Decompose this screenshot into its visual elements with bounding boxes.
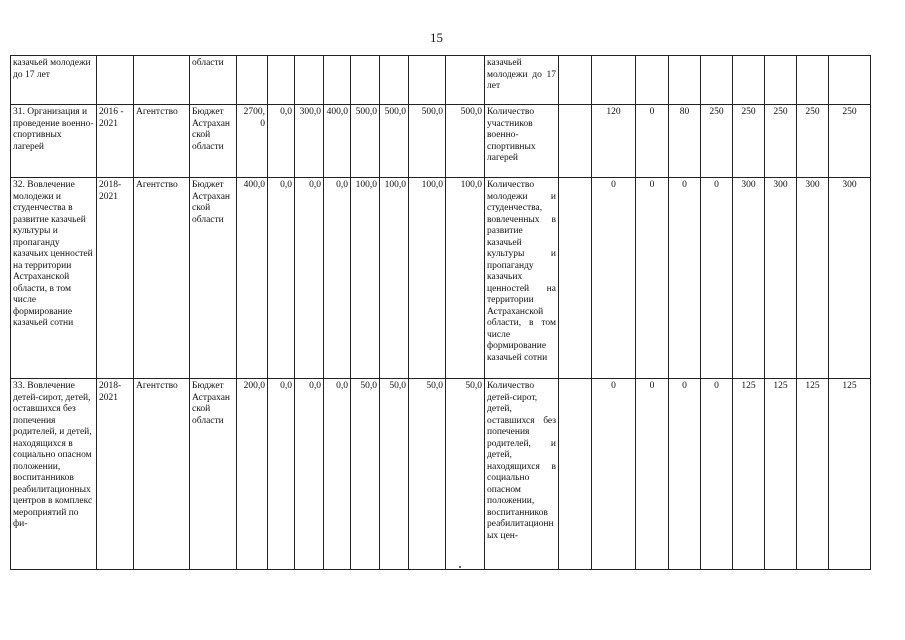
indicator-value-cell: 120 bbox=[592, 105, 636, 178]
indicator-value-cell: 125 bbox=[733, 379, 765, 570]
period-cell: 2016 - 2021 bbox=[97, 105, 134, 178]
finance-cell: 200,0 bbox=[237, 379, 268, 570]
finance-cell: 0,0 bbox=[324, 379, 351, 570]
table-row bbox=[11, 178, 871, 379]
indicator-value-cell: 0 bbox=[636, 379, 669, 570]
finance-cell: 0,0 bbox=[295, 178, 324, 379]
indicator-value-cell: 0 bbox=[636, 178, 669, 379]
indicator-value-cell: 0 bbox=[701, 178, 733, 379]
indicator-value-cell bbox=[669, 56, 701, 105]
indicator-value-cell: 250 bbox=[765, 105, 797, 178]
finance-cell: 100,0 bbox=[351, 178, 380, 379]
finance-cell: 50,0 bbox=[409, 379, 446, 570]
source-cell: Бюджет Астраханской области bbox=[190, 178, 237, 379]
finance-cell bbox=[446, 56, 485, 105]
indicator-value-cell bbox=[765, 56, 797, 105]
finance-cell: 500,0 bbox=[380, 105, 409, 178]
indicator-value-cell bbox=[797, 56, 829, 105]
indicator-value-cell bbox=[733, 56, 765, 105]
finance-cell: 0,0 bbox=[268, 379, 295, 570]
indicator-value-cell: 0 bbox=[592, 178, 636, 379]
executor-cell: Агентство bbox=[134, 178, 190, 379]
indicator-value-cell bbox=[592, 56, 636, 105]
finance-cell: 0,0 bbox=[295, 379, 324, 570]
unit-cell bbox=[559, 56, 592, 105]
indicator-value-cell: 125 bbox=[765, 379, 797, 570]
scan-dot bbox=[459, 566, 461, 568]
indicator-value-cell bbox=[636, 56, 669, 105]
indicator-value-cell: 250 bbox=[701, 105, 733, 178]
indicator-value-cell: 300 bbox=[829, 178, 871, 379]
indicator-cell: казачьей молодежи до 17 лет bbox=[485, 56, 559, 105]
unit-cell bbox=[559, 178, 592, 379]
finance-cell bbox=[380, 56, 409, 105]
finance-cell: 100,0 bbox=[409, 178, 446, 379]
period-cell bbox=[97, 56, 134, 105]
indicator-value-cell: 250 bbox=[829, 105, 871, 178]
finance-cell: 50,0 bbox=[446, 379, 485, 570]
finance-cell: 0,0 bbox=[268, 105, 295, 178]
activity-name-cell: 32. Вовлечение молодежи и студенчества в развитие казачьей культуры и пропаганду казачьих ценностей на территории Астраханской области, в том числе формирование казачьей сотни bbox=[11, 178, 97, 379]
indicator-value-cell: 0 bbox=[636, 105, 669, 178]
indicator-value-cell: 125 bbox=[829, 379, 871, 570]
finance-cell bbox=[237, 56, 268, 105]
source-cell: Бюджет Астраханской области bbox=[190, 105, 237, 178]
unit-cell bbox=[559, 105, 592, 178]
finance-cell: 50,0 bbox=[380, 379, 409, 570]
activity-name-cell: казачьей молодежи до 17 лет bbox=[11, 56, 97, 105]
indicator-value-cell: 0 bbox=[669, 178, 701, 379]
indicator-value-cell: 0 bbox=[669, 379, 701, 570]
indicator-value-cell: 250 bbox=[797, 105, 829, 178]
finance-cell bbox=[409, 56, 446, 105]
source-cell: Бюджет Астраханской области bbox=[190, 379, 237, 570]
finance-cell: 100,0 bbox=[380, 178, 409, 379]
program-table bbox=[10, 55, 871, 570]
indicator-value-cell bbox=[829, 56, 871, 105]
finance-cell: 100,0 bbox=[446, 178, 485, 379]
activity-name-cell: 31. Организация и проведение военно-спортивных лагерей bbox=[11, 105, 97, 178]
indicator-cell: Количество детей-сирот, детей, оставшихся без попечения родителей, и детей, находящихся в социально опасном положении, воспитанников реабилитационных цен- bbox=[485, 379, 559, 570]
finance-cell: 0,0 bbox=[268, 178, 295, 379]
page-number: 15 bbox=[430, 30, 443, 45]
period-cell: 2018-2021 bbox=[97, 379, 134, 570]
indicator-cell: Количество участников военно-спортивных лагерей bbox=[485, 105, 559, 178]
indicator-value-cell: 125 bbox=[797, 379, 829, 570]
finance-cell: 400,0 bbox=[237, 178, 268, 379]
source-cell: области bbox=[190, 56, 237, 105]
activity-name-cell: 33. Вовлечение детей-сирот, детей, оставшихся без попечения родителей, и детей, находящихся в социально опасном положении, воспитанников реабилитационных центров в комплекс мероприятий по фи- bbox=[11, 379, 97, 570]
table-row bbox=[11, 379, 871, 570]
executor-cell bbox=[134, 56, 190, 105]
finance-cell bbox=[295, 56, 324, 105]
period-cell: 2018-2021 bbox=[97, 178, 134, 379]
indicator-value-cell: 300 bbox=[797, 178, 829, 379]
indicator-value-cell: 250 bbox=[733, 105, 765, 178]
finance-cell bbox=[324, 56, 351, 105]
finance-cell: 500,0 bbox=[446, 105, 485, 178]
finance-cell: 400,0 bbox=[324, 105, 351, 178]
finance-cell bbox=[351, 56, 380, 105]
indicator-cell: Количество молодежи и студенчества, вовлеченных в развитие казачьей культуры и пропаганду казачьих ценностей на территории Астраханской области, в том числе формирование казачьей сотни bbox=[485, 178, 559, 379]
finance-cell: 2700,0 bbox=[237, 105, 268, 178]
indicator-value-cell: 80 bbox=[669, 105, 701, 178]
executor-cell: Агентство bbox=[134, 105, 190, 178]
finance-cell: 50,0 bbox=[351, 379, 380, 570]
finance-cell: 500,0 bbox=[351, 105, 380, 178]
indicator-value-cell: 300 bbox=[765, 178, 797, 379]
indicator-value-cell: 0 bbox=[701, 379, 733, 570]
finance-cell: 500,0 bbox=[409, 105, 446, 178]
table-row bbox=[11, 105, 871, 178]
unit-cell bbox=[559, 379, 592, 570]
executor-cell: Агентство bbox=[134, 379, 190, 570]
finance-cell: 300,0 bbox=[295, 105, 324, 178]
indicator-value-cell bbox=[701, 56, 733, 105]
indicator-value-cell: 300 bbox=[733, 178, 765, 379]
finance-cell: 0,0 bbox=[324, 178, 351, 379]
table-row bbox=[11, 56, 871, 105]
finance-cell bbox=[268, 56, 295, 105]
indicator-value-cell: 0 bbox=[592, 379, 636, 570]
